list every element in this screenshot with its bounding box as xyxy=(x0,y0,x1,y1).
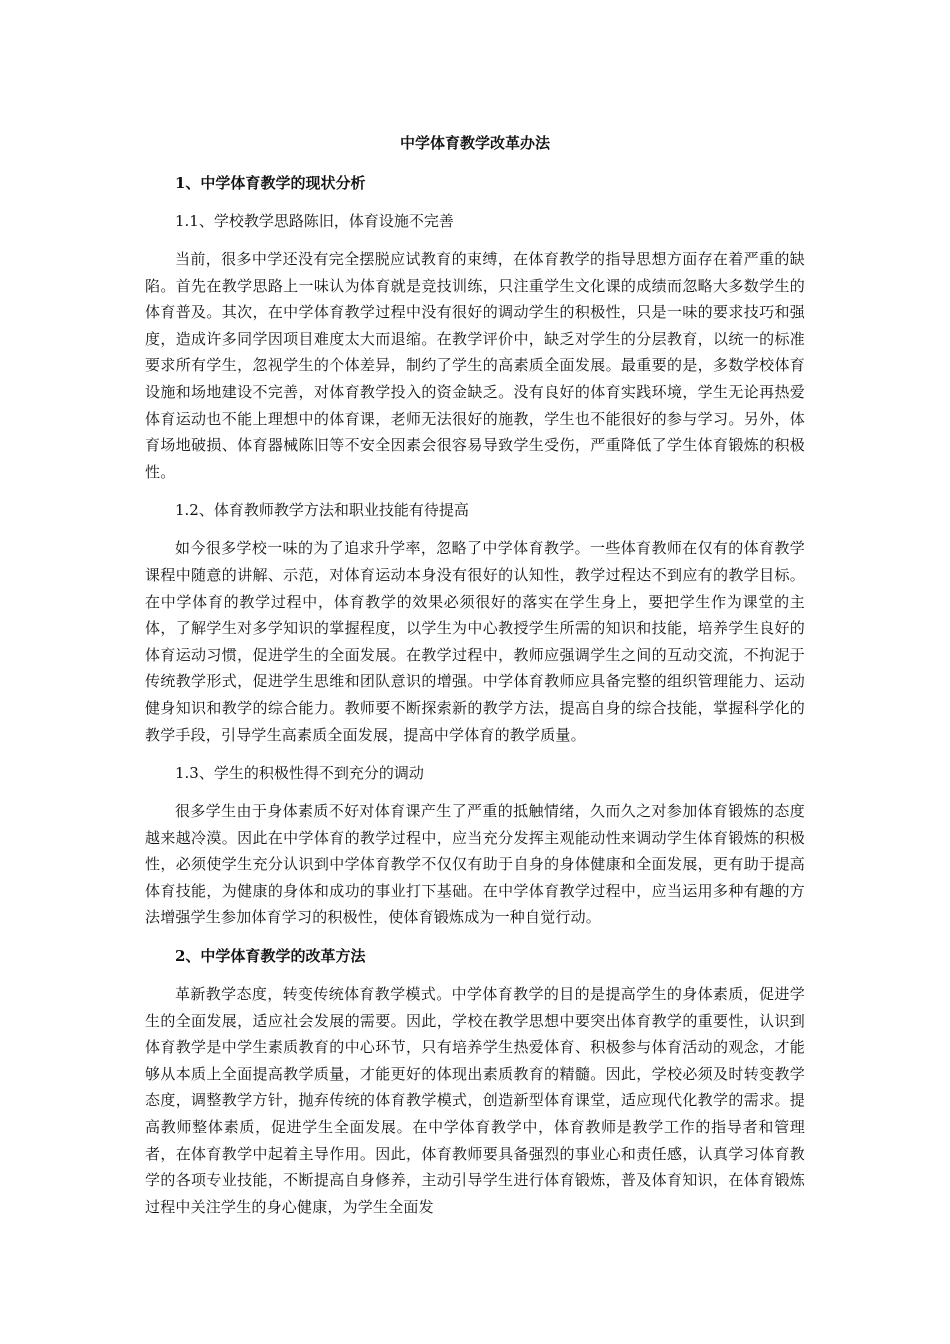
document-page xyxy=(145,130,805,1232)
subsection-1-1-paragraph: 当前，很多中学还没有完全摆脱应试教育的束缚，在体育教学的指导思想方面存在着严重的缺陷。首先在教学思路上一味认为体育就是竞技训练，只注重学生文化课的成绩而忽略大多数学生的体育普及。其次，在中学体育教学过程中没有很好的调动学生的积极性，只是一味的要求技巧和强度，造成许多同学因项目难度太大而退缩。在教学评价中，缺乏对学生的分层教育，以统一的标准要求所有学生，忽视学生的个体差异，制约了学生的高素质全面发展。最重要的是，多数学校体育设施和场地建设不完善，对体育教学投入的资金缺乏。没有良好的体育实践环境，学生无论再热爱体育运动也不能上理想中的体育课，老师无法很好的施教，学生也不能很好的参与学习。另外，体育场地破损、体育器械陈旧等不安全因素会很容易导致学生受伤，严重降低了学生体育锻炼的积极性。 xyxy=(145,250,805,481)
subsection-1-2-heading: 1.2、体育教师教学方法和职业技能有待提高 xyxy=(175,501,469,520)
section-2-heading: 2、中学体育教学的改革方法 xyxy=(175,947,366,966)
document-title: 中学体育教学改革办法 xyxy=(399,134,550,152)
subsection-1-3-paragraph: 很多学生由于身体素质不好对体育课产生了严重的抵触情绪，久而久之对参加体育锻炼的态度越来越冷漠。因此在中学体育的教学过程中，应当充分发挥主观能动性来调动学生体育锻炼的积极性，必须使学生充分认识到中学体育教学不仅仅有助于自身的身体健康和全面发展，更有助于提高体育技能，为健康的身体和成功的事业打下基础。在中学体育教学过程中，应当运用多种有趣的方法增强学生参加体育学习的积极性，使体育锻炼成为一种自觉行动。 xyxy=(145,802,805,927)
section-1-heading: 1、中学体育教学的现状分析 xyxy=(175,174,366,192)
subsection-1-2-paragraph: 如今很多学校一味的为了追求升学率，忽略了中学体育教学。一些体育教师在仅有的体育教学课程中随意的讲解、示范，对体育运动本身没有很好的认知性，教学过程达不到应有的教学目标。在中学体育的教学过程中，体育教学的效果必须很好的落实在学生身上，要把学生作为课堂的主体，了解学生对多学知识的掌握程度，以学生为中心教授学生所需的知识和技能，培养学生良好的体育运动习惯，促进学生的全面发展。在教学过程中，教师应强调学生之间的互动交流，不拘泥于传统教学形式，促进学生思维和团队意识的增强。中学体育教师应具备完整的组织管理能力、运动健身知识和教学的综合能力。教师要不断探索新的教学方法，提高自身的综合技能，掌握科学化的教学手段，引导学生高素质全面发展，提高中学体育的教学质量。 xyxy=(145,539,805,744)
subsection-1-1-heading: 1.1、学校教学思路陈旧，体育设施不完善 xyxy=(175,212,454,230)
subsection-1-3-heading: 1.3、学生的积极性得不到充分的调动 xyxy=(175,764,424,783)
section-2-paragraph: 革新教学态度，转变传统体育教学模式。中学体育教学的目的是提高学生的身体素质，促进学生的全面发展，适应社会发展的需要。因此，学校在教学思想中要突出体育教学的重要性，认识到体育教学是中学生素质教育的中心环节，只有培养学生热爱体育、积极参与体育活动的观念，才能够从本质上全面提高教学质量，才能更好的体现出素质教育的精髓。因此，学校必须及时转变教学态度，调整教学方针，抛弃传统的体育教学模式，创造新型体育课堂，适应现代化教学的需求。提高教师整体素质，促进学生全面发展。在中学体育教学中，体育教师是教学工作的指导者和管理者，在体育教学中起着主导作用。因此，体育教师要具备强烈的事业心和责任感，认真学习体育教学的各项专业技能，不断提高自身修养，主动引导学生进行体育锻炼，普及体育知识，在体育锻炼过程中关注学生的身心健康，为学生全面发 xyxy=(145,985,805,1216)
